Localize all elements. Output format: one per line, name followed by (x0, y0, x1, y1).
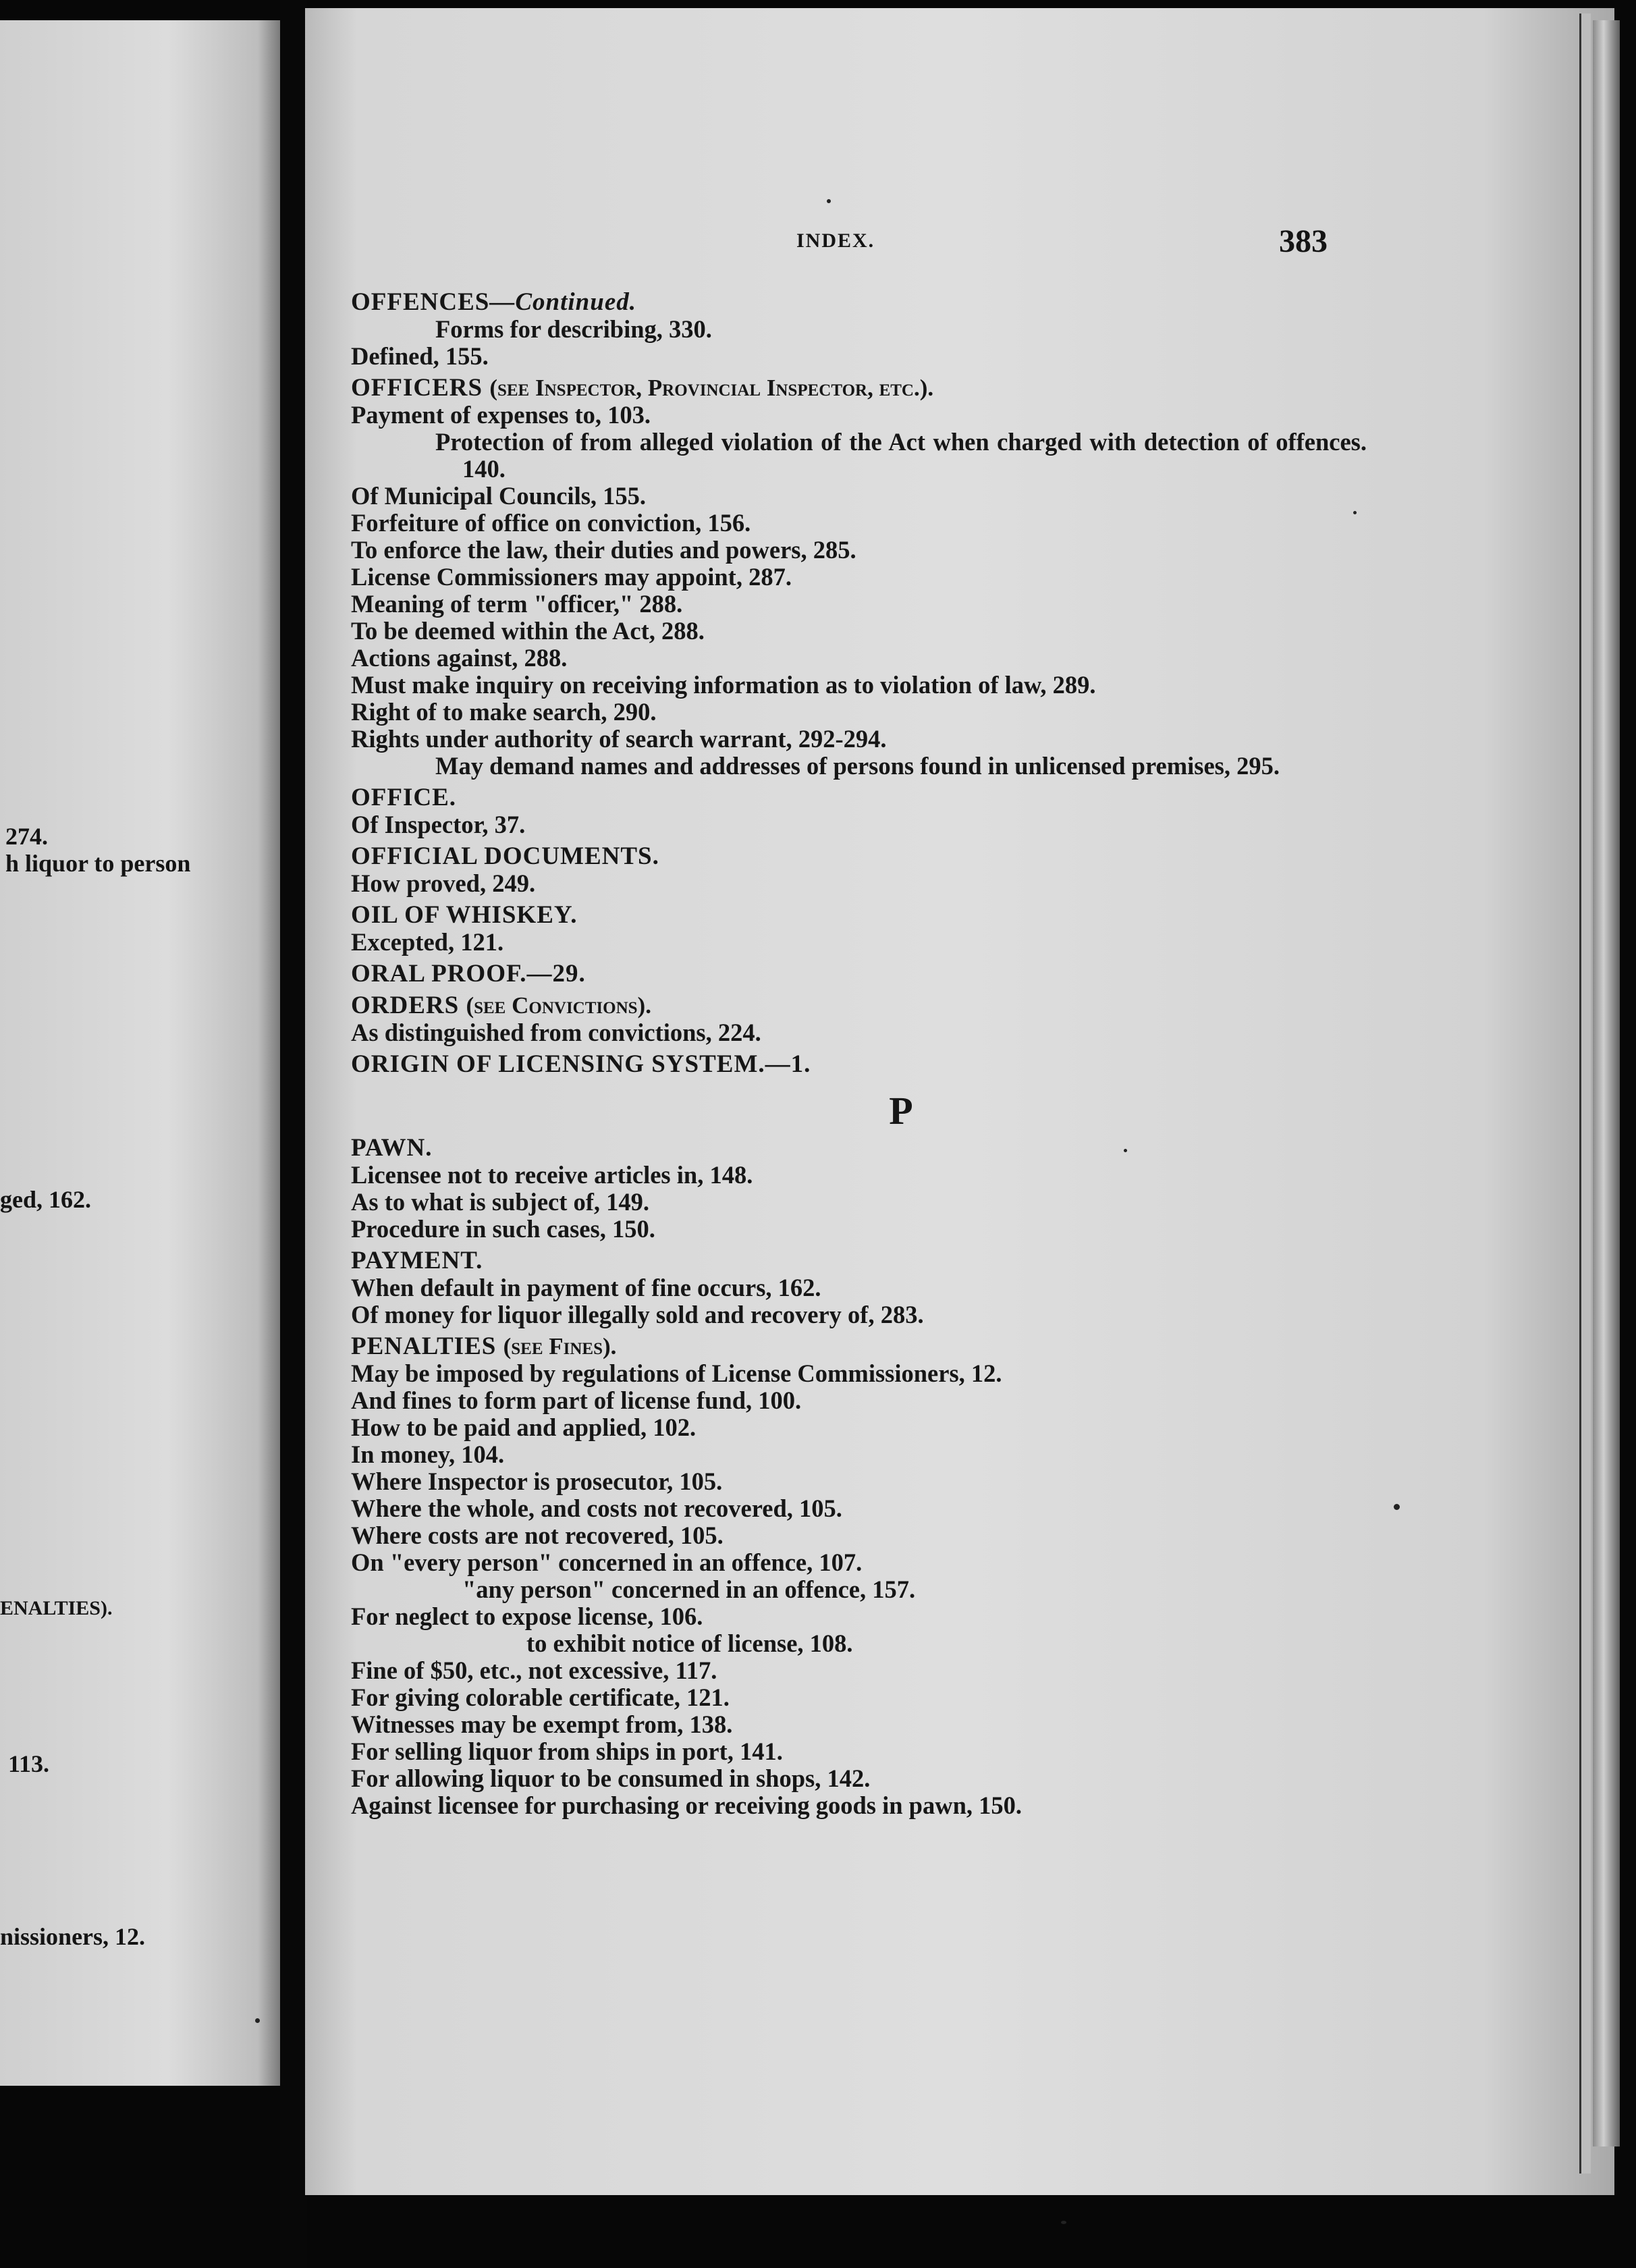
entry-item: In money, 104. (351, 1440, 505, 1468)
scan-speck (1394, 1504, 1400, 1510)
scan-speck (1061, 2221, 1066, 2224)
entry-item: Where costs are not recovered, 105. (351, 1521, 724, 1549)
index-entry-official-documents (351, 843, 1350, 897)
scan-speck (255, 2018, 260, 2023)
entry-heading: PAYMENT. (351, 1247, 483, 1274)
entry-item: Actions against, 288. (351, 644, 568, 672)
entry-item: Where the whole, and costs not recovered, 105. (351, 1494, 842, 1522)
index-body (351, 288, 1367, 1819)
index-entry-penalties (351, 1333, 1350, 1819)
entry-heading: ORAL PROOF.—29. (351, 960, 586, 988)
index-entry-oil-of-whiskey (351, 902, 1350, 956)
entry-item: Procedure in such cases, 150. (351, 1215, 655, 1243)
left-fragment: h liquor to person (5, 850, 191, 877)
index-entry-offences (351, 289, 1350, 370)
entry-item: Of Municipal Councils, 155. (351, 482, 647, 510)
entry-item: When default in payment of fine occurs, 162. (351, 1274, 821, 1301)
page-edge (1579, 14, 1591, 2174)
entry-item: Excepted, 121. (351, 928, 504, 956)
entry-item: For allowing liquor to be consumed in shops, 142. (351, 1764, 871, 1792)
page-stack-edge (1593, 20, 1620, 2146)
entry-heading: OFFENCES—Continued. (351, 288, 637, 316)
scan-speck (1353, 511, 1357, 514)
left-facing-page (0, 20, 280, 2086)
entry-item: Rights under authority of search warrant, 292-294. (351, 725, 887, 753)
entry-item: And fines to form part of license fund, 100. (351, 1386, 802, 1414)
index-entry-payment (351, 1247, 1350, 1328)
entry-heading: PAWN. (351, 1134, 433, 1162)
index-entry-pawn (351, 1135, 1350, 1243)
entry-item: Witnesses may be exempt from, 138. (351, 1710, 733, 1738)
left-fragment: nissioners, 12. (0, 1923, 146, 1950)
entry-item: Payment of expenses to, 103. (351, 401, 651, 429)
section-letter: P (889, 1089, 913, 1133)
left-fragment: ENALTIES). (0, 1597, 113, 1619)
scan-speck (827, 199, 831, 203)
entry-item: For neglect to expose license, 106. (351, 1602, 703, 1630)
entry-item: Defined, 155. (351, 342, 489, 370)
entry-item: How to be paid and applied, 102. (351, 1413, 697, 1441)
entry-item: As distinguished from convictions, 224. (351, 1019, 761, 1046)
entry-heading: OFFICERS (see Inspector, Provincial Inspector, etc.). (351, 374, 934, 402)
entry-item: May demand names and addresses of persons found in unlicensed premises, 295. (435, 752, 1280, 780)
entry-item: "any person" concerned in an offence, 157. (462, 1575, 916, 1603)
index-entry-oral-proof (351, 961, 1350, 988)
entry-item: Of money for liquor illegally sold and recovery of, 283. (351, 1301, 924, 1328)
index-entry-office (351, 784, 1350, 838)
entry-item: To enforce the law, their duties and powers, 285. (351, 536, 856, 564)
entry-heading: OIL OF WHISKEY. (351, 901, 578, 929)
left-fragment: 274. (5, 823, 48, 850)
entry-item: Where Inspector is prosecutor, 105. (351, 1467, 723, 1495)
book-gutter (280, 0, 307, 2268)
left-fragment: ged, 162. (0, 1186, 91, 1213)
entry-item: Protection of from alleged violation of the Act when charged with detection of offences. 140. (435, 428, 1367, 483)
entry-item: For giving colorable certificate, 121. (351, 1683, 730, 1711)
entry-item: How proved, 249. (351, 869, 536, 897)
entry-item: For selling liquor from ships in port, 141. (351, 1737, 783, 1765)
entry-heading: OFFICIAL DOCUMENTS. (351, 842, 659, 870)
entry-item: To be deemed within the Act, 288. (351, 617, 705, 645)
page-number: 383 (1279, 223, 1328, 259)
entry-item: May be imposed by regulations of License Commissioners, 12. (351, 1359, 1002, 1387)
entry-item: Meaning of term "officer," 288. (351, 590, 683, 618)
entry-item: to exhibit notice of license, 108. (526, 1629, 853, 1657)
entry-item: Forms for describing, 330. (435, 315, 712, 343)
entry-item: Licensee not to receive articles in, 148. (351, 1161, 753, 1189)
entry-item: Forfeiture of office on conviction, 156. (351, 509, 751, 537)
entry-item: Must make inquiry on receiving information as to violation of law, 289. (351, 671, 1096, 699)
entry-heading: OFFICE. (351, 784, 457, 811)
entry-item: Fine of $50, etc., not excessive, 117. (351, 1656, 717, 1684)
entry-item: On "every person" concerned in an offence, 107. (351, 1548, 863, 1576)
entry-item: Right of to make search, 290. (351, 698, 657, 726)
entry-item: License Commissioners may appoint, 287. (351, 563, 792, 591)
entry-heading: PENALTIES (see Fines). (351, 1332, 617, 1360)
entry-item: Of Inspector, 37. (351, 811, 526, 838)
index-entry-origin-of-licensing-system (351, 1051, 1350, 1078)
entry-item: Against licensee for purchasing or receiving goods in pawn, 150. (351, 1791, 1022, 1819)
running-head: INDEX. (796, 230, 875, 252)
index-entry-officers (351, 374, 1367, 780)
scan-speck (1124, 1149, 1127, 1152)
left-fragment: 113. (8, 1750, 50, 1777)
index-entry-orders (351, 992, 1350, 1046)
entry-item: As to what is subject of, 149. (351, 1188, 650, 1216)
entry-heading: ORIGIN OF LICENSING SYSTEM.—1. (351, 1050, 811, 1078)
entry-heading: ORDERS (see Convictions). (351, 992, 651, 1019)
